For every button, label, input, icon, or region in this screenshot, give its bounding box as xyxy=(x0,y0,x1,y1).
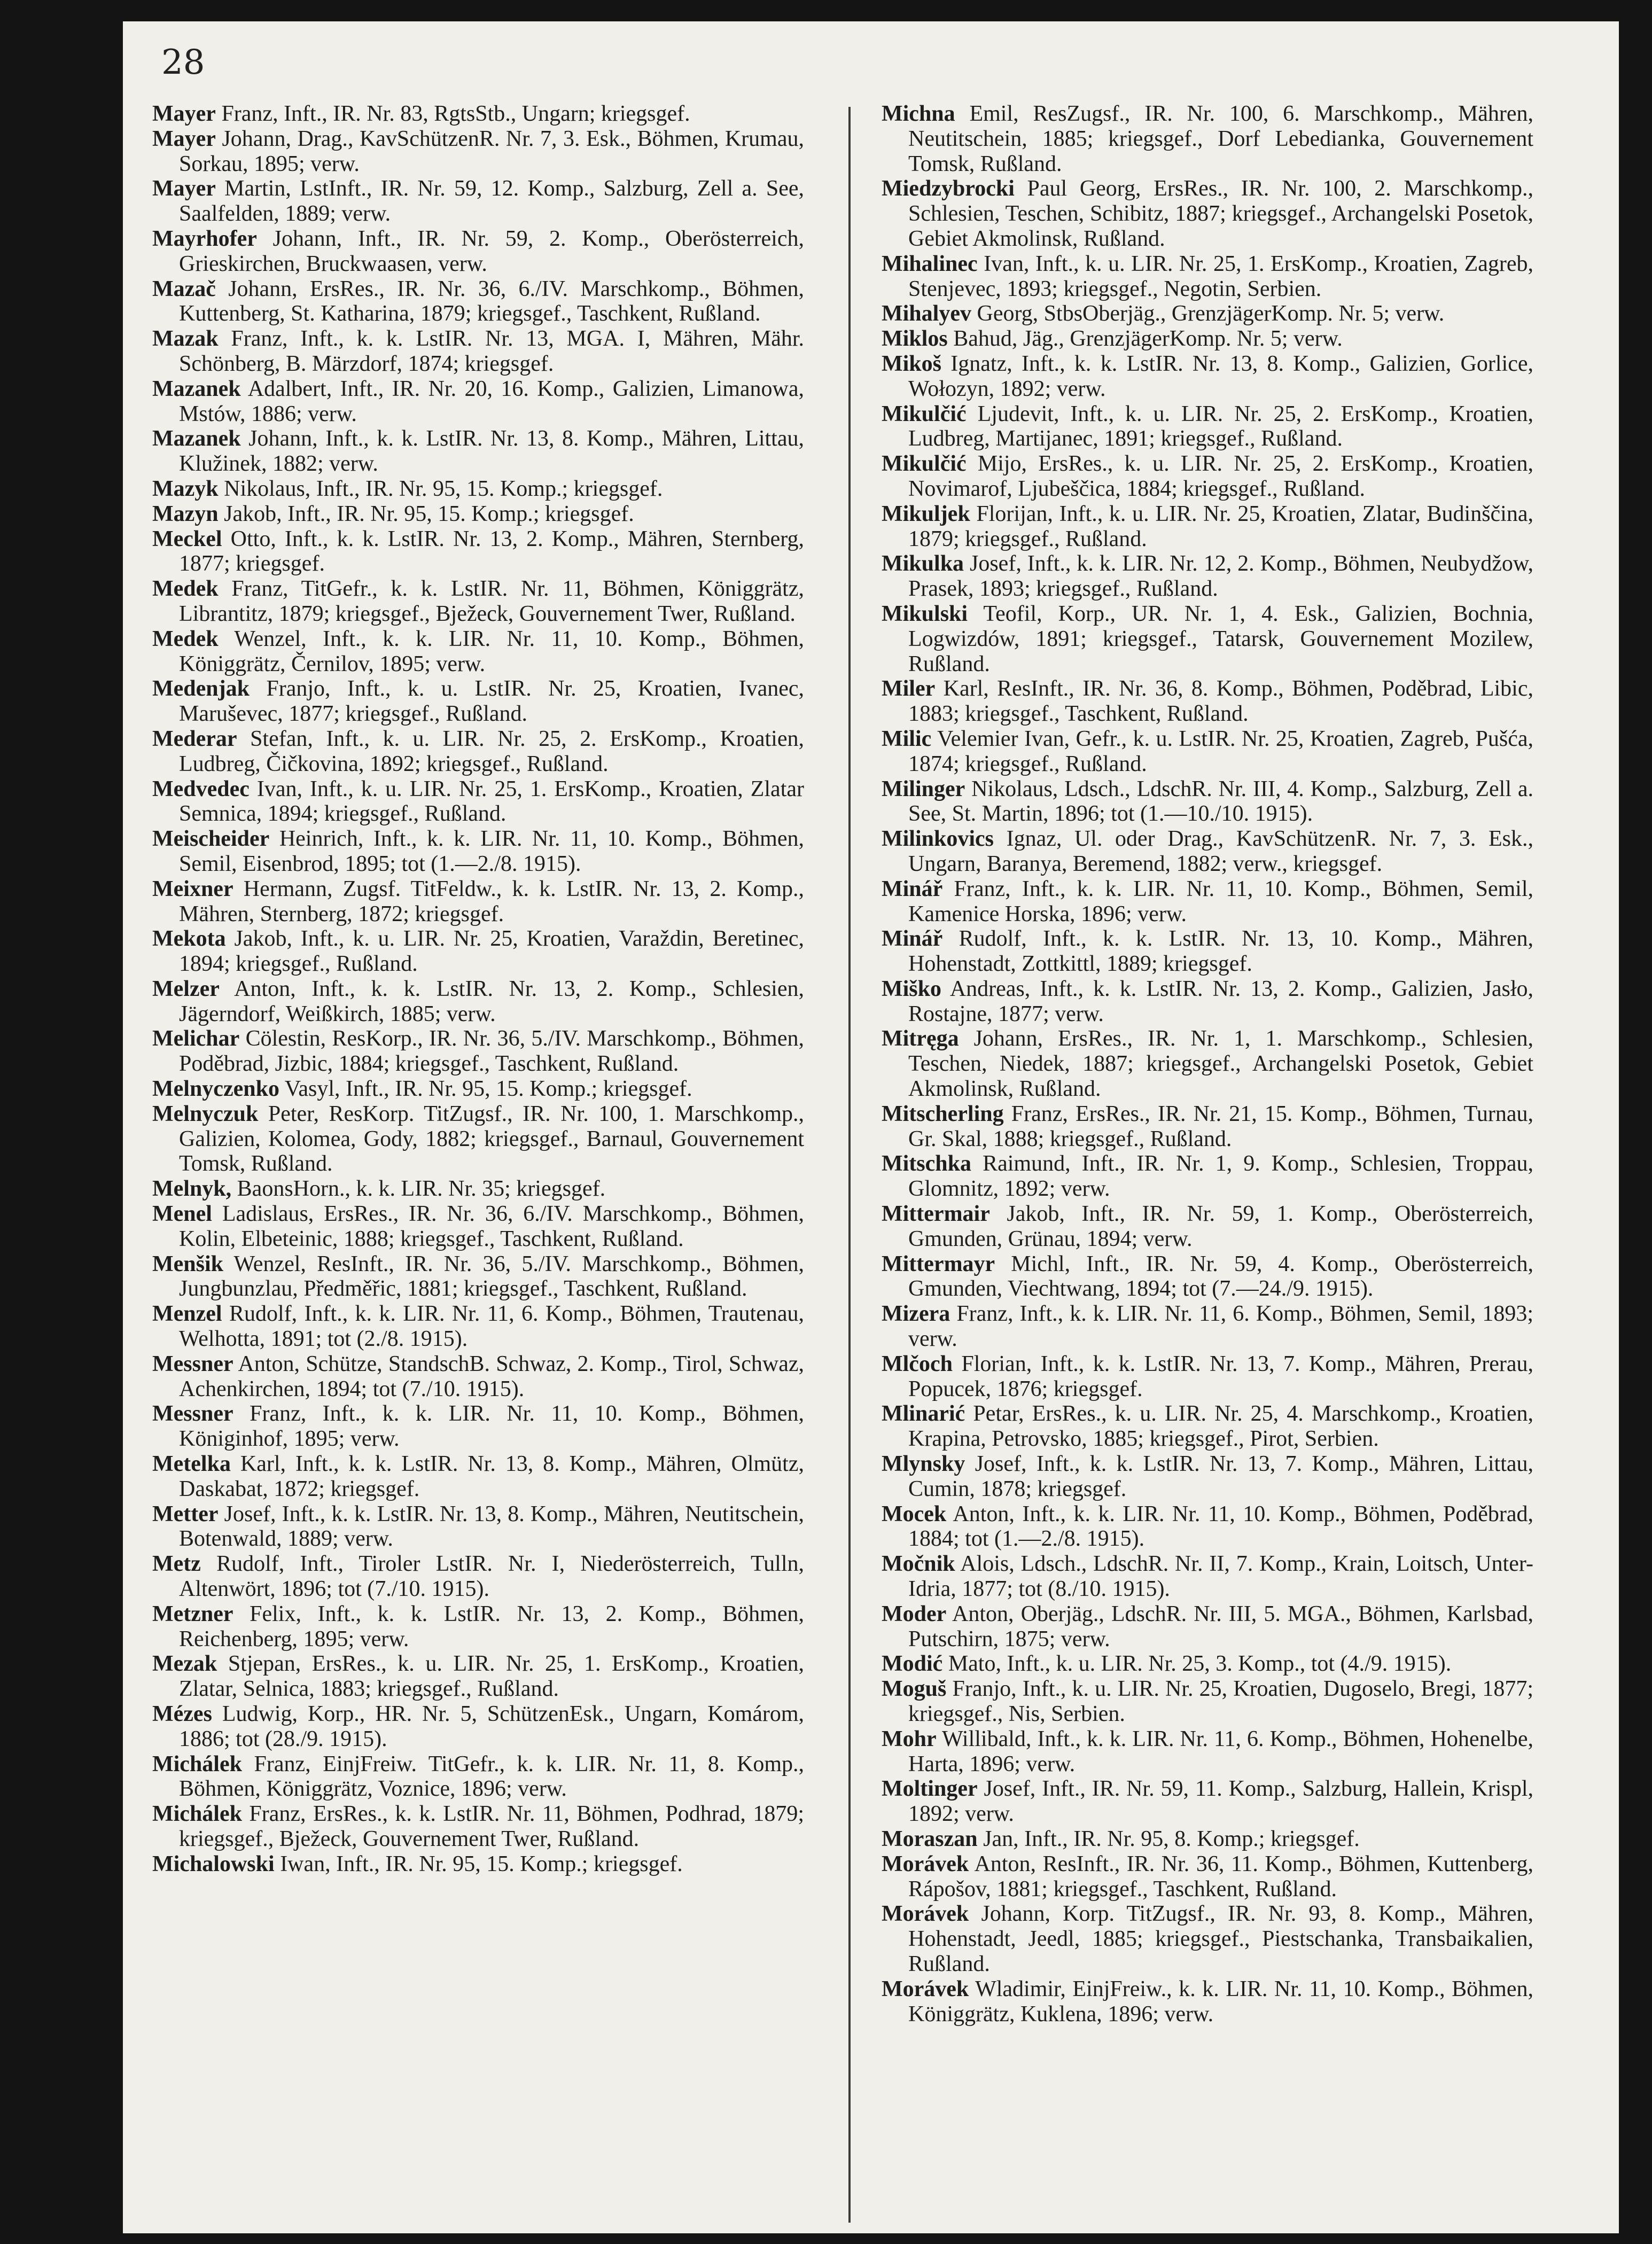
entry-details: Felix, Inft., k. k. LstIR. Nr. 13, 2. Komp., Böhmen, Reichenberg, 1895; verw. xyxy=(179,1601,804,1651)
entry-surname: Milinger xyxy=(882,776,965,801)
entry-details: Wladimir, EinjFreiw., k. k. LIR. Nr. 11, 10. Komp., Böhmen, Königgrätz, Kuklena, 1896; verw. xyxy=(908,1976,1533,2027)
entry-details: Alois, Ldsch., LdschR. Nr. II, 7. Komp., Krain, Loitsch, Unter-Idria, 1877; tot (8./10. 1915). xyxy=(908,1552,1533,1602)
register-entry xyxy=(152,1252,804,1302)
entry-surname: Milinkovics xyxy=(882,827,994,852)
register-entry xyxy=(882,1401,1533,1452)
entry-surname: Mezak xyxy=(152,1651,217,1677)
entry-details: Jan, Inft., IR. Nr. 95, 8. Komp.; kriegsgef. xyxy=(977,1826,1360,1851)
entry-details: Johann, ErsRes., IR. Nr. 36, 6./IV. Marschkomp., Böhmen, Kuttenberg, St. Katharina, 1879; kriegsgef., Taschkent, Rußland. xyxy=(179,276,804,326)
entry-surname: Morávek xyxy=(882,1851,969,1876)
entry-details: Johann, Korp. TitZugsf., IR. Nr. 93, 8. Komp., Mähren, Hohenstadt, Jeedl, 1885; kriegsgef., Piestschanka, Transbaikalien, Rußland. xyxy=(908,1902,1533,1976)
register-entry xyxy=(152,627,804,677)
register-entry xyxy=(882,1252,1533,1302)
register-entry xyxy=(882,1902,1533,1976)
register-entry xyxy=(152,1352,804,1402)
entry-surname: Minář xyxy=(882,926,943,952)
register-entry xyxy=(882,926,1533,977)
register-entry xyxy=(882,1102,1533,1152)
entry-details: Teofil, Korp., UR. Nr. 1, 4. Esk., Galizien, Bochnia, Logwizdów, 1891; kriegsgef., Tatarsk, Gouvernement Mozilew, Rußland. xyxy=(908,601,1533,676)
entry-details: Stjepan, ErsRes., k. u. LIR. Nr. 25, 1. ErsKomp., Kroatien, Zlatar, Selnica, 1883; kriegsgef., Rußland. xyxy=(179,1651,804,1702)
register-entry xyxy=(152,326,804,377)
entry-details: Rudolf, Inft., k. k. LIR. Nr. 11, 6. Komp., Böhmen, Trautenau, Welhotta, 1891; tot (2./8. 1915). xyxy=(179,1302,804,1352)
entry-details: Franjo, Inft., k. u. LstIR. Nr. 25, Kroatien, Ivanec, Maruševec, 1877; kriegsgef., Rußland. xyxy=(179,676,804,727)
register-entry xyxy=(152,502,804,527)
entry-surname: Morávek xyxy=(882,1976,969,2001)
entry-details: Franz, ErsRes., k. k. LstIR. Nr. 11, Böhmen, Podhrad, 1879; kriegsgef., Bježeck, Gouvernement Twer, Rußland. xyxy=(179,1802,804,1851)
register-entry xyxy=(882,602,1533,676)
register-entry xyxy=(882,1452,1533,1502)
entry-surname: Mazač xyxy=(152,276,216,301)
entry-details: Franz, TitGefr., k. k. LstIR. Nr. 11, Böhmen, Königgrätz, Librantitz, 1879; kriegsgef., Bježeck, Gouvernement Twer, Rußland. xyxy=(179,576,804,626)
entry-surname: Mikuljek xyxy=(882,501,970,526)
entry-details: Otto, Inft., k. k. LstIR. Nr. 13, 2. Komp., Mähren, Sternberg, 1877; kriegsgef. xyxy=(179,526,804,576)
entry-details: Florian, Inft., k. k. LstIR. Nr. 13, 7. Komp., Mähren, Prerau, Popucek, 1876; kriegsgef. xyxy=(908,1351,1533,1401)
register-entry xyxy=(152,1602,804,1652)
register-entry xyxy=(152,227,804,277)
entry-details: Johann, Inft., IR. Nr. 59, 2. Komp., Oberösterreich, Grieskirchen, Bruckwaasen, verw. xyxy=(179,226,804,276)
entry-surname: Mitscherling xyxy=(882,1101,1004,1126)
register-entry xyxy=(882,1852,1533,1902)
register-entry xyxy=(152,477,804,502)
entry-details: Heinrich, Inft., k. k. LIR. Nr. 11, 10. Komp., Böhmen, Semil, Eisenbrod, 1895; tot (1.—2./8. 1915). xyxy=(179,827,804,876)
entry-surname: Meischeider xyxy=(152,827,270,852)
entry-surname: Mekota xyxy=(152,926,226,952)
entry-details: Florijan, Inft., k. u. LIR. Nr. 25, Kroatien, Zlatar, Budinščina, 1879; kriegsgef., Rußland. xyxy=(908,501,1533,551)
entry-details: Vasyl, Inft., IR. Nr. 95, 15. Komp.; kriegsgef. xyxy=(279,1077,692,1102)
entry-details: Josef, Inft., k. k. LIR. Nr. 12, 2. Komp., Böhmen, Neubydžow, Prasek, 1893; kriegsgef., Rußland. xyxy=(908,551,1533,602)
entry-details: Raimund, Inft., IR. Nr. 1, 9. Komp., Schlesien, Troppau, Glomnitz, 1892; verw. xyxy=(908,1151,1533,1202)
document-page xyxy=(123,21,1619,2233)
register-entry xyxy=(152,1651,804,1702)
entry-details: Georg, StbsOberjäg., GrenzjägerKomp. Nr. 5; verw. xyxy=(971,301,1445,326)
left-column xyxy=(152,102,804,1877)
register-entry xyxy=(152,1401,804,1452)
register-entry xyxy=(882,827,1533,877)
register-entry xyxy=(882,1502,1533,1552)
entry-surname: Metter xyxy=(152,1501,219,1526)
entry-details: Nikolaus, Ldsch., LdschR. Nr. III, 4. Komp., Salzburg, Zell a. See, St. Martin, 1896; tot (1.—10./10. 1915). xyxy=(908,776,1533,827)
register-entry xyxy=(882,1302,1533,1352)
register-entry xyxy=(882,402,1533,452)
register-entry xyxy=(152,1302,804,1352)
entry-surname: Mikulčić xyxy=(882,451,967,477)
register-entry xyxy=(152,102,804,127)
entry-details: Johann, ErsRes., IR. Nr. 1, 1. Marschkomp., Schlesien, Teschen, Niedek, 1887; kriegsgef., Archangelski Posetok, Gebiet Akmolinsk, Rußland. xyxy=(908,1026,1533,1102)
entry-details: Franz, ErsRes., IR. Nr. 21, 15. Komp., Böhmen, Turnau, Gr. Skal, 1888; kriegsgef., Rußland. xyxy=(908,1101,1533,1151)
entry-details: Adalbert, Inft., IR. Nr. 20, 16. Komp., Galizien, Limanowa, Mstów, 1886; verw. xyxy=(179,376,804,426)
entry-surname: Mikulčić xyxy=(882,401,967,426)
entry-surname: Metzner xyxy=(152,1601,233,1626)
entry-surname: Mihalinec xyxy=(882,251,978,276)
entry-surname: Messner xyxy=(152,1351,233,1376)
entry-details: Paul Georg, ErsRes., IR. Nr. 100, 2. Marschkomp., Schlesien, Teschen, Schibitz, 1887; kriegsgef., Archangelski Posetok, Gebiet Akmolinsk, Rußland. xyxy=(908,176,1533,251)
entry-surname: Medvedec xyxy=(152,776,250,801)
entry-surname: Mittermair xyxy=(882,1202,990,1227)
entry-details: Ivan, Inft., k. u. LIR. Nr. 25, 1. ErsKomp., Kroatien, Zlatar Semnica, 1894; kriegsgef., Rußland. xyxy=(179,776,804,827)
register-entry xyxy=(152,1552,804,1602)
register-entry xyxy=(152,926,804,977)
entry-details: Emil, ResZugsf., IR. Nr. 100, 6. Marschkomp., Mähren, Neutitschein, 1885; kriegsgef., Dorf Lebedianka, Gouvernement Tomsk, Rußland. xyxy=(908,102,1533,176)
entry-details: Ignaz, Ul. oder Drag., KavSchützenR. Nr. 7, 3. Esk., Ungarn, Baranya, Beremend, 1882; verw., kriegsgef. xyxy=(908,827,1533,876)
entry-details: Franz, Inft., IR. Nr. 83, RgtsStb., Ungarn; kriegsgef. xyxy=(215,102,690,126)
entry-surname: Mlynsky xyxy=(882,1452,965,1477)
register-entry xyxy=(882,1776,1533,1827)
entry-surname: Melnyk, xyxy=(152,1176,232,1202)
column-divider xyxy=(848,107,851,2223)
register-entry xyxy=(152,1802,804,1852)
register-entry xyxy=(152,127,804,177)
entry-surname: Moltinger xyxy=(882,1776,978,1802)
register-entry xyxy=(882,676,1533,727)
register-entry xyxy=(152,1702,804,1752)
entry-details: Mato, Inft., k. u. LIR. Nr. 25, 3. Komp., tot (4./9. 1915). xyxy=(942,1651,1452,1677)
entry-details: Franjo, Inft., k. u. LIR. Nr. 25, Kroatien, Dugoselo, Bregi, 1877; kriegsgef., Nis, Serbien. xyxy=(908,1677,1533,1726)
register-entry xyxy=(152,1502,804,1552)
entry-surname: Medek xyxy=(152,576,219,602)
register-entry xyxy=(882,551,1533,602)
entry-surname: Miler xyxy=(882,676,936,702)
register-entry xyxy=(152,1026,804,1077)
entry-surname: Močnik xyxy=(882,1552,955,1577)
register-entry xyxy=(882,1552,1533,1602)
entry-details: Jakob, Inft., k. u. LIR. Nr. 25, Kroatien, Varaždin, Beretinec, 1894; kriegsgef., Rußland. xyxy=(179,926,804,977)
entry-details: Franz, Inft., k. k. LIR. Nr. 11, 10. Komp., Böhmen, Königinhof, 1895; verw. xyxy=(179,1401,804,1452)
entry-surname: Michálek xyxy=(152,1802,242,1827)
entry-details: Peter, ResKorp. TitZugsf., IR. Nr. 100, 1. Marschkomp., Galizien, Kolomea, Gody, 1882; kriegsgef., Barnaul, Gouvernement Tomsk, Rußland. xyxy=(179,1101,804,1176)
entry-surname: Menšik xyxy=(152,1251,224,1276)
register-entry xyxy=(152,1752,804,1802)
register-entry xyxy=(152,827,804,877)
register-entry xyxy=(152,377,804,427)
entry-details: Mijo, ErsRes., k. u. LIR. Nr. 25, 2. ErsKomp., Kroatien, Novimarof, Ljubeščica, 1884; kriegsgef., Rußland. xyxy=(908,451,1533,501)
register-entry xyxy=(882,252,1533,302)
entry-details: Josef, Inft., k. k. LstIR. Nr. 13, 7. Komp., Mähren, Littau, Cumin, 1878; kriegsgef. xyxy=(908,1452,1533,1501)
entry-surname: Miško xyxy=(882,976,942,1001)
entry-details: Wenzel, Inft., k. k. LIR. Nr. 11, 10. Komp., Böhmen, Königgrätz, Černilov, 1895; verw. xyxy=(179,626,804,676)
entry-surname: Mayer xyxy=(152,102,216,126)
entry-details: Petar, ErsRes., k. u. LIR. Nr. 25, 4. Marschkomp., Kroatien, Krapina, Petrovsko, 1885; kriegsgef., Pirot, Serbien. xyxy=(908,1401,1533,1452)
entry-surname: Mikulski xyxy=(882,601,968,626)
entry-surname: Mazanek xyxy=(152,376,241,401)
entry-surname: Mayrhofer xyxy=(152,226,257,251)
entry-details: Ljudevit, Inft., k. u. LIR. Nr. 25, 2. ErsKomp., Kroatien, Ludbreg, Martijanec, 1891; kriegsgef., Rußland. xyxy=(908,401,1533,451)
register-entry xyxy=(882,877,1533,927)
entry-surname: Melnyczenko xyxy=(152,1077,279,1102)
register-entry xyxy=(882,1977,1533,2027)
entry-details: Rudolf, Inft., Tiroler LstIR. Nr. I, Niederösterreich, Tulln, Altenwört, 1896; tot (7./10. 1915). xyxy=(179,1552,804,1602)
page-number: 28 xyxy=(161,43,205,82)
entry-details: BaonsHorn., k. k. LIR. Nr. 35; kriegsgef. xyxy=(231,1176,606,1202)
entry-details: Willibald, Inft., k. k. LIR. Nr. 11, 6. Komp., Böhmen, Hohenelbe, Harta, 1896; verw. xyxy=(908,1726,1533,1776)
entry-surname: Mizera xyxy=(882,1302,950,1327)
entry-details: Stefan, Inft., k. u. LIR. Nr. 25, 2. ErsKomp., Kroatien, Ludbreg, Čičkovina, 1892; kriegsgef., Rußland. xyxy=(179,726,804,776)
entry-details: Cölestin, ResKorp., IR. Nr. 36, 5./IV. Marschkomp., Böhmen, Poděbrad, Jizbic, 1884; kriegsgef., Taschkent, Rußland. xyxy=(179,1026,804,1077)
register-entry xyxy=(152,676,804,727)
register-entry xyxy=(882,451,1533,502)
register-entry xyxy=(882,1651,1533,1677)
register-entry xyxy=(152,527,804,577)
entry-surname: Morávek xyxy=(882,1902,969,1927)
entry-details: Hermann, Zugsf. TitFeldw., k. k. LstIR. Nr. 13, 2. Komp., Mähren, Sternberg, 1872; kriegsgef. xyxy=(179,876,804,926)
entry-surname: Mézes xyxy=(152,1702,212,1726)
register-entry xyxy=(882,326,1533,352)
entry-details: Franz, Inft., k. k. LIR. Nr. 11, 10. Komp., Böhmen, Semil, Kamenice Horska, 1896; verw. xyxy=(908,876,1533,926)
entry-surname: Medenjak xyxy=(152,676,250,702)
register-entry xyxy=(152,576,804,627)
register-entry xyxy=(882,727,1533,777)
entry-surname: Minář xyxy=(882,876,943,901)
entry-surname: Moder xyxy=(882,1601,947,1626)
entry-surname: Miklos xyxy=(882,326,948,352)
entry-surname: Mazak xyxy=(152,326,219,352)
entry-details: Rudolf, Inft., k. k. LstIR. Nr. 13, 10. Komp., Mähren, Hohenstadt, Zottkittl, 1889; kriegsgef. xyxy=(908,926,1533,977)
entry-surname: Milic xyxy=(882,726,932,751)
entry-surname: Metelka xyxy=(152,1452,231,1477)
register-entry xyxy=(152,1202,804,1252)
register-entry xyxy=(882,977,1533,1027)
entry-surname: Mazyk xyxy=(152,476,219,501)
entry-details: Anton, Inft., k. k. LIR. Nr. 11, 10. Komp., Böhmen, Poděbrad, 1884; tot (1.—2./8. 1915). xyxy=(908,1501,1533,1552)
register-entry xyxy=(882,1026,1533,1101)
register-entry xyxy=(152,277,804,327)
entry-surname: Melzer xyxy=(152,976,220,1001)
register-entry xyxy=(152,1102,804,1176)
register-entry xyxy=(152,1852,804,1877)
register-entry xyxy=(152,1452,804,1502)
register-entry xyxy=(152,426,804,477)
entry-surname: Mohr xyxy=(882,1726,937,1751)
entry-details: Josef, Inft., IR. Nr. 59, 11. Komp., Salzburg, Hallein, Krispl, 1892; verw. xyxy=(908,1776,1533,1827)
entry-surname: Mocek xyxy=(882,1501,947,1526)
entry-surname: Melnyczuk xyxy=(152,1101,259,1126)
entry-surname: Menel xyxy=(152,1202,212,1227)
register-entry xyxy=(152,176,804,227)
register-entry xyxy=(882,1677,1533,1727)
entry-surname: Mayer xyxy=(152,126,216,151)
entry-surname: Modić xyxy=(882,1651,943,1677)
entry-surname: Mikoš xyxy=(882,351,942,376)
entry-surname: Menzel xyxy=(152,1302,222,1327)
entry-surname: Mihalyev xyxy=(882,301,971,326)
register-entry xyxy=(152,1077,804,1102)
entry-surname: Mayer xyxy=(152,176,216,201)
entry-surname: Mlinarić xyxy=(882,1401,965,1427)
entry-details: Karl, ResInft., IR. Nr. 36, 8. Komp., Böhmen, Poděbrad, Libic, 1883; kriegsgef., Taschkent, Rußland. xyxy=(908,676,1533,727)
register-entry xyxy=(152,977,804,1027)
entry-details: Anton, Inft., k. k. LstIR. Nr. 13, 2. Komp., Schlesien, Jägerndorf, Weißkirch, 1885; verw. xyxy=(179,976,804,1026)
register-entry xyxy=(882,352,1533,402)
entry-surname: Mitschka xyxy=(882,1151,971,1176)
entry-details: Ladislaus, ErsRes., IR. Nr. 36, 6./IV. Marschkomp., Böhmen, Kolin, Elbeteinic, 1888; kriegsgef., Taschkent, Rußland. xyxy=(179,1202,804,1251)
entry-surname: Mlčoch xyxy=(882,1351,953,1376)
right-column xyxy=(882,102,1533,2027)
entry-surname: Mazyn xyxy=(152,501,219,526)
entry-details: Iwan, Inft., IR. Nr. 95, 15. Komp.; kriegsgef. xyxy=(274,1851,683,1876)
register-entry xyxy=(882,1827,1533,1852)
entry-details: Franz, Inft., k. k. LstIR. Nr. 13, MGA. I, Mähren, Mähr. Schönberg, B. Märzdorf, 1874; kriegsgef. xyxy=(179,326,804,376)
entry-surname: Melichar xyxy=(152,1026,240,1051)
entry-details: Franz, EinjFreiw. TitGefr., k. k. LIR. Nr. 11, 8. Komp., Böhmen, Königgrätz, Voznice, 1896; verw. xyxy=(179,1751,804,1802)
register-entry xyxy=(882,1151,1533,1202)
entry-surname: Miedzybrocki xyxy=(882,176,1015,201)
entry-surname: Mitręga xyxy=(882,1026,959,1051)
register-entry xyxy=(882,176,1533,251)
register-entry xyxy=(152,777,804,827)
register-entry xyxy=(882,1352,1533,1402)
entry-details: Jakob, Inft., IR. Nr. 59, 1. Komp., Oberösterreich, Gmunden, Grünau, 1894; verw. xyxy=(908,1202,1533,1251)
entry-surname: Mazanek xyxy=(152,426,241,451)
entry-details: Martin, LstInft., IR. Nr. 59, 12. Komp., Salzburg, Zell a. See, Saalfelden, 1889; verw. xyxy=(179,176,804,227)
entry-details: Karl, Inft., k. k. LstIR. Nr. 13, 8. Komp., Mähren, Olmütz, Daskabat, 1872; kriegsgef. xyxy=(179,1452,804,1501)
register-entry xyxy=(882,502,1533,552)
entry-surname: Moguš xyxy=(882,1677,947,1702)
register-entry xyxy=(882,1727,1533,1777)
entry-details: Velemier Ivan, Gefr., k. u. LstIR. Nr. 25, Kroatien, Zagreb, Pušća, 1874; kriegsgef., Rußland. xyxy=(908,726,1533,776)
entry-details: Michl, Inft., IR. Nr. 59, 4. Komp., Oberösterreich, Gmunden, Viechtwang, 1894; tot (7.—24./9. 1915). xyxy=(908,1251,1533,1302)
entry-details: Ignatz, Inft., k. k. LstIR. Nr. 13, 8. Komp., Galizien, Gorlice, Wołozyn, 1892; verw. xyxy=(908,351,1533,401)
entry-surname: Metz xyxy=(152,1552,201,1577)
entry-details: Anton, Schütze, StandschB. Schwaz, 2. Komp., Tirol, Schwaz, Achenkirchen, 1894; tot (7./10. 1915). xyxy=(179,1351,804,1401)
entry-details: Nikolaus, Inft., IR. Nr. 95, 15. Komp.; kriegsgef. xyxy=(218,476,663,501)
entry-details: Anton, ResInft., IR. Nr. 36, 11. Komp., Böhmen, Kuttenberg, Rápošov, 1881; kriegsgef., Taschkent, Rußland. xyxy=(908,1851,1533,1902)
register-entry xyxy=(882,102,1533,176)
entry-surname: Michna xyxy=(882,102,955,126)
entry-surname: Meckel xyxy=(152,526,222,551)
entry-surname: Meixner xyxy=(152,876,233,901)
entry-details: Wenzel, ResInft., IR. Nr. 36, 5./IV. Marschkomp., Böhmen, Jungbunzlau, Předměřic, 1881; kriegsgef., Taschkent, Rußland. xyxy=(179,1251,804,1302)
entry-surname: Mederar xyxy=(152,726,237,751)
register-entry xyxy=(152,727,804,777)
entry-surname: Messner xyxy=(152,1401,233,1427)
register-entry xyxy=(882,1602,1533,1652)
entry-surname: Mittermayr xyxy=(882,1251,995,1276)
entry-details: Franz, Inft., k. k. LIR. Nr. 11, 6. Komp., Böhmen, Semil, 1893; verw. xyxy=(908,1302,1533,1352)
register-entry xyxy=(882,301,1533,326)
entry-surname: Medek xyxy=(152,626,219,651)
entry-details: Ludwig, Korp., HR. Nr. 5, SchützenEsk., Ungarn, Komárom, 1886; tot (28./9. 1915). xyxy=(179,1702,804,1751)
entry-details: Anton, Oberjäg., LdschR. Nr. III, 5. MGA., Böhmen, Karlsbad, Putschirn, 1875; verw. xyxy=(908,1601,1533,1651)
register-entry xyxy=(882,1202,1533,1252)
entry-details: Bahud, Jäg., GrenzjägerKomp. Nr. 5; verw. xyxy=(947,326,1343,352)
entry-details: Andreas, Inft., k. k. LstIR. Nr. 13, 2. Komp., Galizien, Jasło, Rostajne, 1877; verw. xyxy=(908,976,1533,1026)
entry-details: Johann, Inft., k. k. LstIR. Nr. 13, 8. Komp., Mähren, Littau, Klužinek, 1882; verw. xyxy=(179,426,804,477)
entry-surname: Michalowski xyxy=(152,1851,275,1876)
register-entry xyxy=(152,1176,804,1202)
entry-details: Johann, Drag., KavSchützenR. Nr. 7, 3. Esk., Böhmen, Krumau, Sorkau, 1895; verw. xyxy=(179,126,804,176)
register-entry xyxy=(882,777,1533,827)
entry-details: Ivan, Inft., k. u. LIR. Nr. 25, 1. ErsKomp., Kroatien, Zagreb, Stenjevec, 1893; kriegsgef., Negotin, Serbien. xyxy=(908,251,1533,301)
entry-surname: Michálek xyxy=(152,1751,242,1776)
entry-details: Josef, Inft., k. k. LstIR. Nr. 13, 8. Komp., Mähren, Neutitschein, Botenwald, 1889; verw. xyxy=(179,1501,804,1552)
entry-surname: Moraszan xyxy=(882,1826,978,1851)
entry-details: Jakob, Inft., IR. Nr. 95, 15. Komp.; kriegsgef. xyxy=(218,501,634,526)
register-entry xyxy=(152,877,804,927)
entry-surname: Mikulka xyxy=(882,551,964,576)
